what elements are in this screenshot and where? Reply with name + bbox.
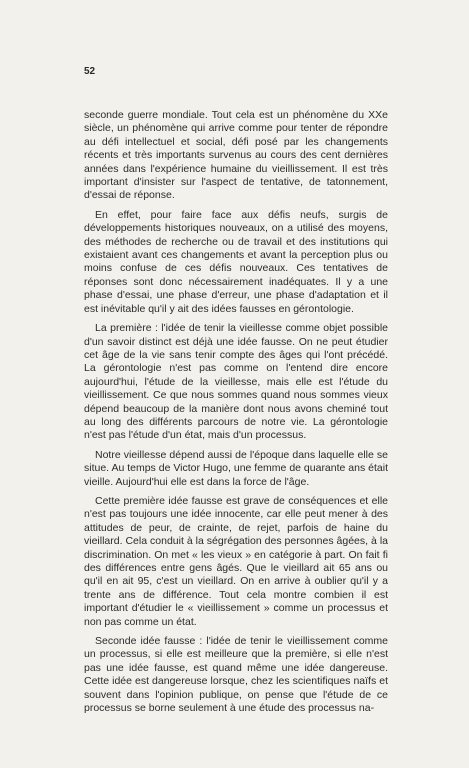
- paragraph-2: En effet, pour faire face aux défis neufs, surgis de développements historiques nouveaux, on a utilisé des moyens, des méthodes de recherche ou de travail et des institutions qui existaient avant ces changements et avant la perception plus ou moins confuse de ces défis nouveaux. Ces tentatives de réponses sont donc nécessairement inadéquates. Il y a une phase d'essai, une phase d'erreur, une phase d'adaptation et il est inévitable qu'il y ait des idées fausses en gérontologie.: [84, 208, 388, 315]
- paragraph-3: La première : l'idée de tenir la vieillesse comme objet possible d'un savoir distinct est déjà une idée fausse. On ne peut étudier cet âge de la vie sans tenir compte des âges qui l'ont précédé. La gérontologie n'est pas comme on l'entend dire encore aujourd'hui, l'étude de la vieillesse, mais elle est l'étude du vieillissement. Ce que nous sommes quand nous sommes vieux dépend beaucoup de la manière dont nous avons cheminé tout au long des différents parcours de notre vie. La gérontologie n'est pas l'étude d'un état, mais d'un processus.: [84, 322, 388, 442]
- body-text: [84, 109, 388, 721]
- paragraph-4: Notre vieillesse dépend aussi de l'époque dans laquelle elle se situe. Au temps de Victor Hugo, une femme de quarante ans était vieille. Aujourd'hui elle est dans la force de l'âge.: [84, 448, 388, 488]
- paragraph-1: seconde guerre mondiale. Tout cela est un phénomène du XXe siècle, un phénomène qui arrive comme pour tenter de répondre au défi intellectuel et social, défi posé par les changements récents et très importants survenus au cours des cent dernières années dans l'expérience humaine du vieillissement. Il est très important d'insister sur l'aspect de tentative, de tatonnement, d'essai de réponse.: [84, 109, 388, 202]
- paragraph-5: Cette première idée fausse est grave de conséquences et elle n'est pas toujours une idée innocente, car elle peut mener à des attitudes de peur, de crainte, de rejet, parfois de haine du vieillard. Cela conduit à la ségrégation des personnes âgées, à la discrimination. On met « les vieux » en catégorie à part. On fait fi des différences entre gens âgés. Que le vieillard ait 65 ans ou qu'il en ait 95, c'est un vieillard. On en arrive à oublier qu'il y a trente ans de différence. Tout cela montre combien il est important d'étudier le « vieillissement » comme un processus et non pas comme un état.: [84, 494, 388, 628]
- paragraph-6: Seconde idée fausse : l'idée de tenir le vieillissement comme un processus, si elle est meilleure que la première, si elle n'est pas une idée fausse, est quand même une idée dangereuse. Cette idée est dangereuse lorsque, chez les scientifiques naïfs et souvent dans l'opinion publique, on pense que l'étude de ce processus se borne seulement à une étude des processus na-: [84, 635, 388, 715]
- page-number: 52: [84, 66, 96, 77]
